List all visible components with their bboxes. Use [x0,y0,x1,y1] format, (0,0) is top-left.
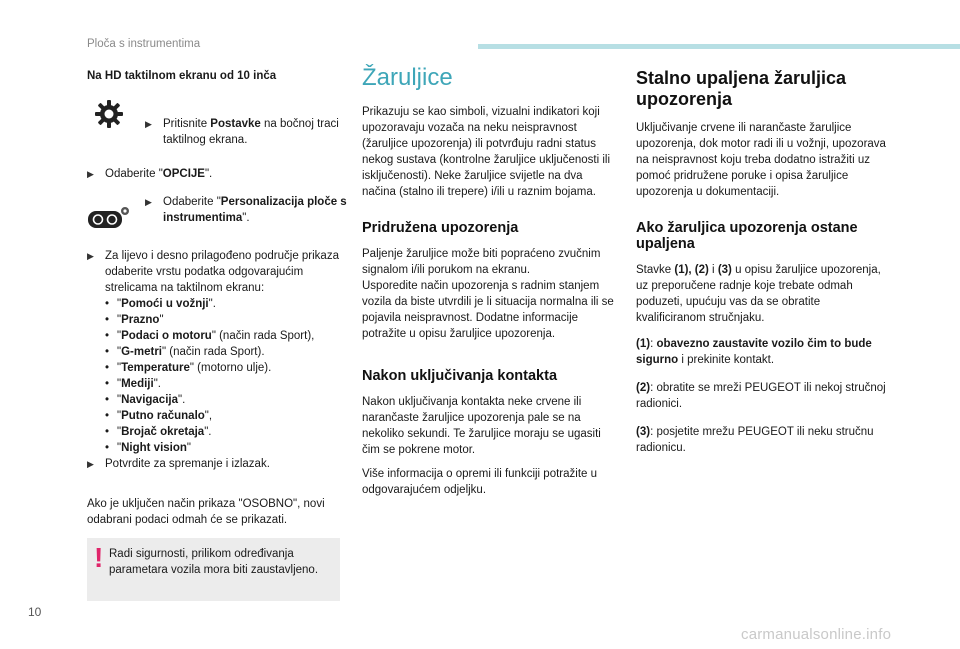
list-item: • "Night vision" [105,440,342,456]
step2-post: ". [204,168,213,180]
item-1 [636,336,892,368]
step-personalization [87,194,347,234]
exclamation-warning-icon: ! [94,542,104,573]
gear-icon [93,98,125,135]
step3-post: ". [242,212,250,224]
left-column [87,68,347,528]
more-info-text: Više informacija o opremi ili funkciji potražite u odgovarajućem odjeljku. [362,468,597,496]
option-suffix: " (način rada Sport), [211,330,315,342]
section-title: Ploča s instrumentima [87,38,201,50]
option-suffix: ". [204,426,212,438]
item-2 [636,380,892,412]
arrow-bullet-icon: ▶ [87,459,94,469]
item-1-bold: obavezno zaustavite vozilo čim to bude sigurno [636,338,872,366]
personal-mode-note: Ako je uključen način prikaza "OSOBNO", novi odabrani podaci odmah će se prikazati. [87,498,325,526]
option-label: Navigacija [121,394,178,406]
step-settings [87,96,342,146]
item-1-sep: : [650,338,657,350]
option-suffix: " (motorno ulje). [189,362,272,374]
option-suffix: ", [204,410,213,422]
lamp-stays-on-text [636,262,892,326]
item-1-num: (1) [636,338,651,350]
step3-bold: Personalizacija ploče s instrumentima [163,196,347,224]
list-item: • "Podaci o motoru" (način rada Sport), [105,328,342,344]
associated-warnings-heading: Pridružena upozorenja [362,220,519,236]
step-choose-data [87,248,342,296]
after-ignition-text: Nakon uključivanja kontakta neke crvene ili narančaste žaruljice upozorenja pale se na nekoliko sekundi. Te žaruljice moraju se ugasiti čim se pokrene motor. [362,396,601,456]
option-label: Temperature [121,362,190,374]
option-label: Brojač okretaja [121,426,205,438]
lamp-stays-on-heading: Ako žaruljica upozorenja ostane upaljena [636,220,858,252]
p2-a: Stavke [636,264,675,276]
step-settings-text [145,116,353,148]
list-item: • "Pomoći u vožnji". [105,296,342,312]
item-3 [636,424,892,456]
option-label: G-metri [121,346,162,358]
p2-c: i [708,264,718,276]
list-item: • "Navigacija". [105,392,342,408]
permanent-lamp-title: Stalno upaljena žaruljica upozorenja [636,68,847,109]
option-suffix: ". [178,394,186,406]
step-options [87,166,342,182]
option-label: Putno računalo [121,410,205,422]
associated-warnings-text: Paljenje žaruljice može biti popraćeno zvučnim signalom i/ili porukom na ekranu. Usporedite način upozorenja s radnim stanjem vozila da biste utvrdili je li situacija normalna ili se pojavila neispravnost. Dodatne informacije potražite u opisu žaruljice upozorenja. [362,248,614,340]
option-suffix: ". [153,378,161,390]
right-column [636,68,892,456]
safety-warning-box [87,538,340,601]
list-item: • "Brojač okretaja". [105,424,342,440]
step4-text: Za lijevo i desno prilagođeno područje prikaza odaberite vrstu podatka odgovarajućim strelicama na taktilnom ekranu: [105,250,339,294]
step3-pre: Odaberite " [163,196,221,208]
step-confirm [87,456,342,472]
item-2-rest: : obratite se mreži PEUGEOT ili nekoj stručnoj radionici. [636,382,886,410]
permanent-lamp-text: Uključivanje crvene ili narančaste žaruljice upozorenja, dok motor radi ili u vožnji, upozorava na neispravnost koju treba dodatno istražiti uz pomoć pridružene poruke i opisa žaruljice upozorenja u dokumentaciji. [636,122,886,198]
list-item: • "Temperature" (motorno ulje). [105,360,342,376]
arrow-bullet-icon: ▶ [145,197,152,207]
item-3-rest: : posjetite mrežu PEUGEOT ili neku stručnu radionicu. [636,426,874,454]
list-item: • "Prazno" [105,312,342,328]
step2-bold: OPCIJE [162,168,205,180]
instrument-panel-settings-icon [87,206,131,237]
warning-lamps-intro: Prikazuju se kao simboli, vizualni indikatori koji upozoravaju vozača na neku neispravnost (žaruljice upozorenja) ili potvrđuju radni status nekog sustava (kontrolne žaruljice uključenosti ili isključenosti). Neke žaruljice svijetle na dva načina (stalno ili trepere) i/ili u raznim bojama. [362,106,611,198]
safety-warning-text: Radi sigurnosti, prilikom određivanja parametara vozila mora biti zaustavljeno. [109,548,319,576]
arrow-bullet-icon: ▶ [145,119,152,129]
step5-text: Potvrdite za spremanje i izlazak. [105,458,270,470]
list-item: • "Putno računalo", [105,408,342,424]
left-subhead: Na HD taktilnom ekranu od 10 inča [87,70,277,82]
warning-lamps-title: Žaruljice [362,64,453,91]
page-number: 10 [28,605,42,619]
arrow-bullet-icon: ▶ [87,169,94,179]
option-label: Prazno [121,314,160,326]
list-item: • "Mediji". [105,376,342,392]
watermark: carmanualsonline.info [741,626,892,643]
step2-pre: Odaberite " [105,168,163,180]
option-label: Mediji [121,378,154,390]
p2-b1: (1), (2) [674,264,709,276]
option-label: Night vision [121,442,187,454]
step1-post: na bočnoj traci taktilnog ekrana. [163,118,339,146]
p2-b2: (3) [717,264,732,276]
option-suffix: " [186,442,191,454]
arrow-bullet-icon: ▶ [87,251,94,261]
item-1-rest: i prekinite kontakt. [678,354,775,366]
data-type-options [87,296,342,456]
option-label: Podaci o motoru [121,330,212,342]
header-accent-bar [478,44,960,49]
item-3-num: (3) [636,426,651,438]
middle-column [362,64,614,498]
step1-pre: Pritisnite [163,118,211,130]
list-item: • "G-metri" (način rada Sport). [105,344,342,360]
item-2-num: (2) [636,382,651,394]
option-label: Pomoći u vožnji [121,298,209,310]
option-suffix: ". [208,298,216,310]
step-personalization-text [145,194,353,226]
after-ignition-heading: Nakon uključivanja kontakta [362,368,558,384]
step1-bold: Postavke [210,118,261,130]
p2-d: u opisu žaruljice upozorenja, uz preporučene radnje koje trebate odmah poduzeti, upućuju vas da se obratite kvalificiranom stručnjaku. [636,264,881,324]
option-suffix: " (način rada Sport). [162,346,265,358]
